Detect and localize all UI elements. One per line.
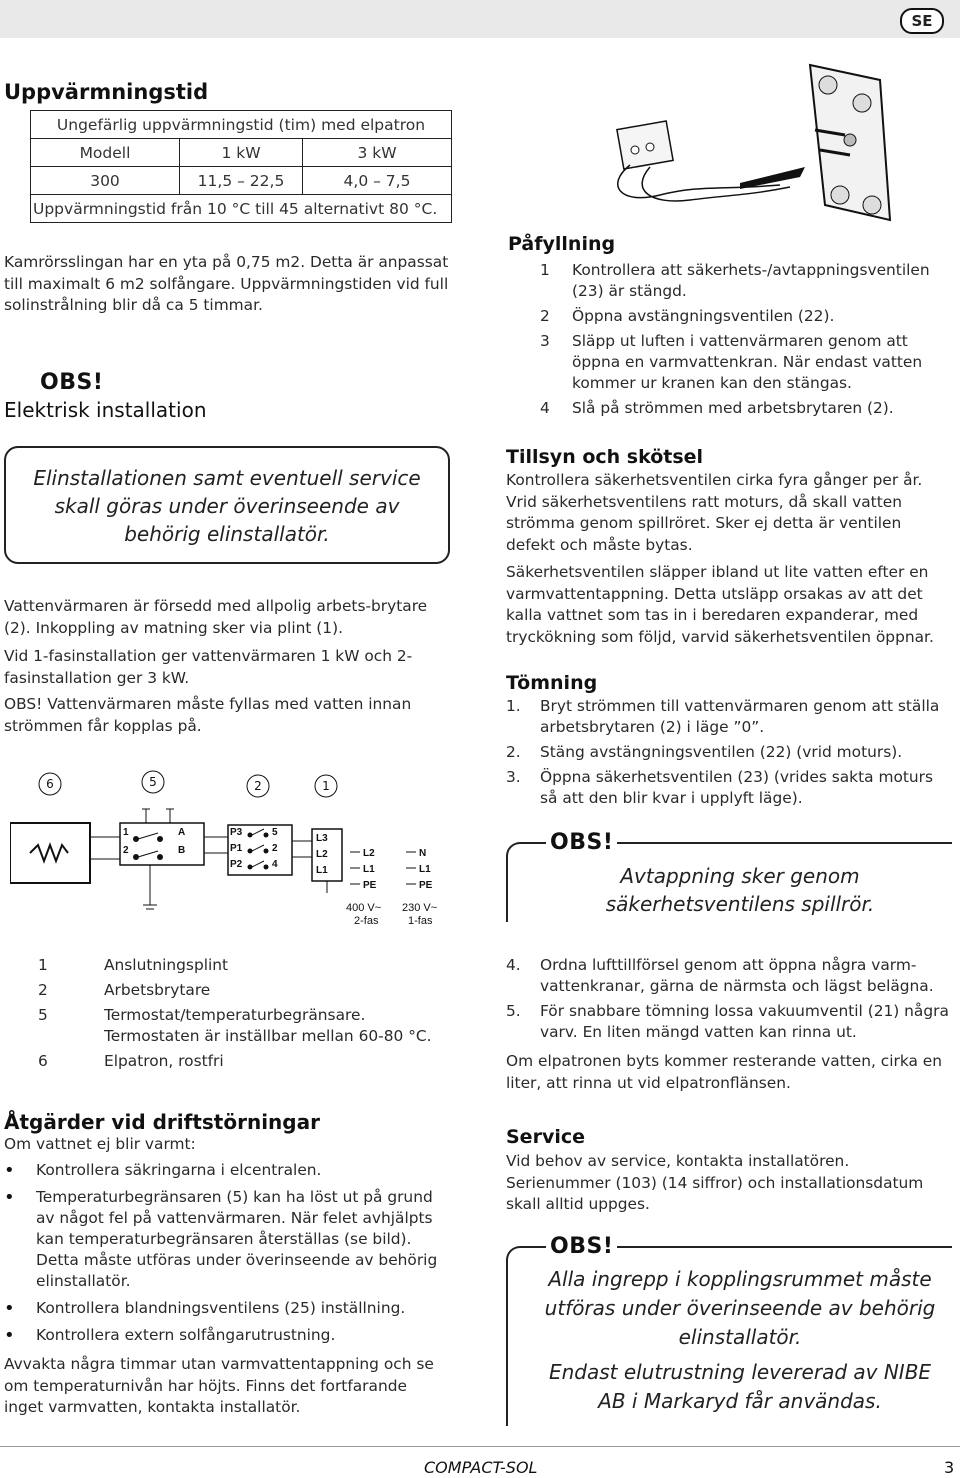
heading-filling: Påfyllning [508,233,616,255]
phase-label-400: 2-fas [354,915,379,927]
service-paragraph: Vid behov av service, kontakta installatören. Serienummer (103) (14 siffror) och installationsdatum skall alltid uppges. [506,1152,924,1213]
callout-5: 5 [149,775,157,789]
footer-rule [0,1446,960,1447]
drain-note: Avtappning sker genom säkerhetsventilens spillrör. [605,864,875,916]
legend-item: 1 Anslutningsplint [38,956,229,974]
term-label: 2 [123,845,129,856]
heading-maintenance: Tillsyn och skötsel [506,446,704,468]
switch-paragraph: Vattenvärmaren är försedd med allpolig arbets-brytare (2). Inkoppling av matning sker via plint (1). [4,597,428,637]
resistor-symbol [30,845,68,861]
page-number: 3 [944,1458,955,1477]
final-note-1: Alla ingrepp i kopplingsrummet måste utföras under överinseende av behörig elinstallatör. [544,1267,936,1349]
top-bar [0,0,960,38]
fill-first-paragraph: OBS! Vattenvärmaren måste fyllas med vatten innan strömmen får kopplas på. [4,695,412,735]
supply-label: L1 [363,864,375,875]
supply-label: L2 [363,848,375,859]
voltage-label-230: 230 V~ [402,902,438,914]
wiring-diagram [10,765,460,930]
heading-draining: Tömning [506,672,598,694]
term-label: L3 [316,833,328,844]
trouble-item: • Temperaturbegränsaren (5) kan ha löst ut på grund av något fel på vattenvärmaren. När felet avhjälpts kan temperaturbegränsaren återställas (se bild). Detta måste utföras under överinseende av behörig elinstallatör. [4,1187,442,1292]
language-badge: SE [900,8,944,34]
trouble-item: • Kontrollera extern solfångarutrustning. [4,1325,442,1346]
term-label: P3 [230,827,243,838]
draining-step: 5. För snabbare tömning lossa vakuumventil (21) några varv. En liten mängd vatten kan rinna ut. [506,1002,949,1041]
term-label: 2 [272,843,278,854]
filling-step: 1 Kontrollera att säkerhets-/avtappningsventilen (23) är stängd. [540,261,930,300]
callout-2: 2 [254,779,262,793]
trouble-outro: Avvakta några timmar utan varmvattentappning och se om temperaturnivån har höjts. Finns det fortfarande inget varmvatten, kontakta installatör. [4,1355,434,1416]
callout-6: 6 [46,777,54,791]
electrical-warning-box: Elinstallationen samt eventuell service skall göras under överinseende av behörig elinstallatör. [4,446,450,564]
legend-item: 5 Termostat/temperaturbegränsare. Termostaten är inställbar mellan 60-80 °C. [38,1006,432,1045]
draining-steps-continued [506,955,952,1047]
heading-troubleshooting: Åtgärder vid driftstörningar [4,1110,320,1134]
phase-paragraph: Vid 1-fasinstallation ger vattenvärmaren 1 kW och 2-fasinstallation ger 3 kW. [4,647,413,687]
heading-heating-time: Uppvärmningstid [4,80,209,104]
term-label: 5 [272,827,278,838]
table-footnote: Uppvärmningstid från 10 °C till 45 alternativt 80 °C. [31,195,452,223]
thermostat-illustration [600,55,960,235]
final-note-2: Endast elutrustning levererad av NIBE AB i Markaryd får användas. [548,1360,932,1413]
trouble-intro: Om vattnet ej blir varmt: [4,1135,196,1153]
table-cell: 11,5 – 22,5 [180,167,303,195]
table-header-cell: 1 kW [180,139,303,167]
filling-step: 2 Öppna avstängningsventilen (22). [540,307,835,325]
supply-label: N [419,848,427,859]
draining-step: 1. Bryt strömmen till vattenvärmaren genom att ställa arbetsbrytaren (2) i läge ”0”. [506,697,940,736]
table-cell: 4,0 – 7,5 [303,167,452,195]
table-caption: Ungefärlig uppvärmningstid (tim) med elpatron [31,111,452,139]
draining-step: 2. Stäng avstängningsventilen (22) (vrid moturs). [506,743,903,761]
term-label: 4 [272,859,278,870]
heating-time-table [30,110,452,223]
term-label: 1 [123,827,129,838]
draining-step: 3. Öppna säkerhetsventilen (23) (vrides sakta moturs så att den blir kvar i upplyft läge). [506,768,933,807]
table-header-cell: 3 kW [303,139,452,167]
filling-step: 3 Släpp ut luften i vattenvärmaren genom att öppna en varmvattenkran. När endast vatten kommer ur kranen kan den stängas. [540,332,923,392]
filling-step: 4 Slå på strömmen med arbetsbrytaren (2). [540,399,894,417]
phase-label-230: 1-fas [408,915,433,927]
maintenance-p2: Säkerhetsventilen släpper ibland ut lite vatten efter en varmvattentappning. Detta utsläpp orsakas av att det kalla vattnet som tas in i beredaren expanderar, med tryckökning som följd, varvid säkerhetsventilen öppnar. [506,563,934,646]
supply-label: PE [419,880,433,891]
obs-label: OBS! [546,830,617,855]
trouble-list [4,1160,442,1352]
heading-service: Service [506,1126,585,1148]
footer-product: COMPACT-SOL [424,1458,538,1477]
trouble-item: • Kontrollera blandningsventilens (25) inställning. [4,1298,442,1319]
term-label: B [178,845,186,856]
legend-item: 6 Elpatron, rostfri [38,1052,224,1070]
coil-paragraph: Kamrörsslingan har en yta på 0,75 m2. Detta är anpassat till maximalt 6 m2 solfångare. Uppvärmningstiden vid full solinstrålning blir då ca 5 timmar. [4,253,449,314]
obs-label: OBS! [40,370,104,395]
term-label: L1 [316,865,328,876]
heater-box [10,823,90,883]
supply-label: L1 [419,864,431,875]
table-cell: 300 [31,167,180,195]
diagram-legend [38,955,438,1076]
supply-label: PE [363,880,377,891]
term-label: L2 [316,849,328,860]
maintenance-p1: Kontrollera säkerhetsventilen cirka fyra gånger per år. Vrid säkerhetsventilens ratt moturs, då skall vatten strömma genom spillröret. Sker ej detta är ventilen defekt och måste bytas. [506,471,923,554]
obs-label: OBS! [546,1234,617,1259]
draining-paragraph: Om elpatronen byts kommer resterande vatten, cirka en liter, att rinna ut vid elpatronflänsen. [506,1052,943,1092]
term-label: A [178,827,186,838]
heading-electrical-installation: Elektrisk installation [4,398,207,422]
voltage-label-400: 400 V~ [346,902,382,914]
callout-1: 1 [322,779,330,793]
term-label: P1 [230,843,243,854]
filling-steps [540,260,940,423]
draining-step: 4. Ordna lufttillförsel genom att öppna några varm-vattenkranar, gärna de närmsta och lägst belägna. [506,956,934,995]
table-header-cell: Modell [31,139,180,167]
draining-steps [506,696,946,813]
legend-item: 2 Arbetsbrytare [38,981,211,999]
term-label: P2 [230,859,243,870]
trouble-item: • Kontrollera säkringarna i elcentralen. [4,1160,442,1181]
